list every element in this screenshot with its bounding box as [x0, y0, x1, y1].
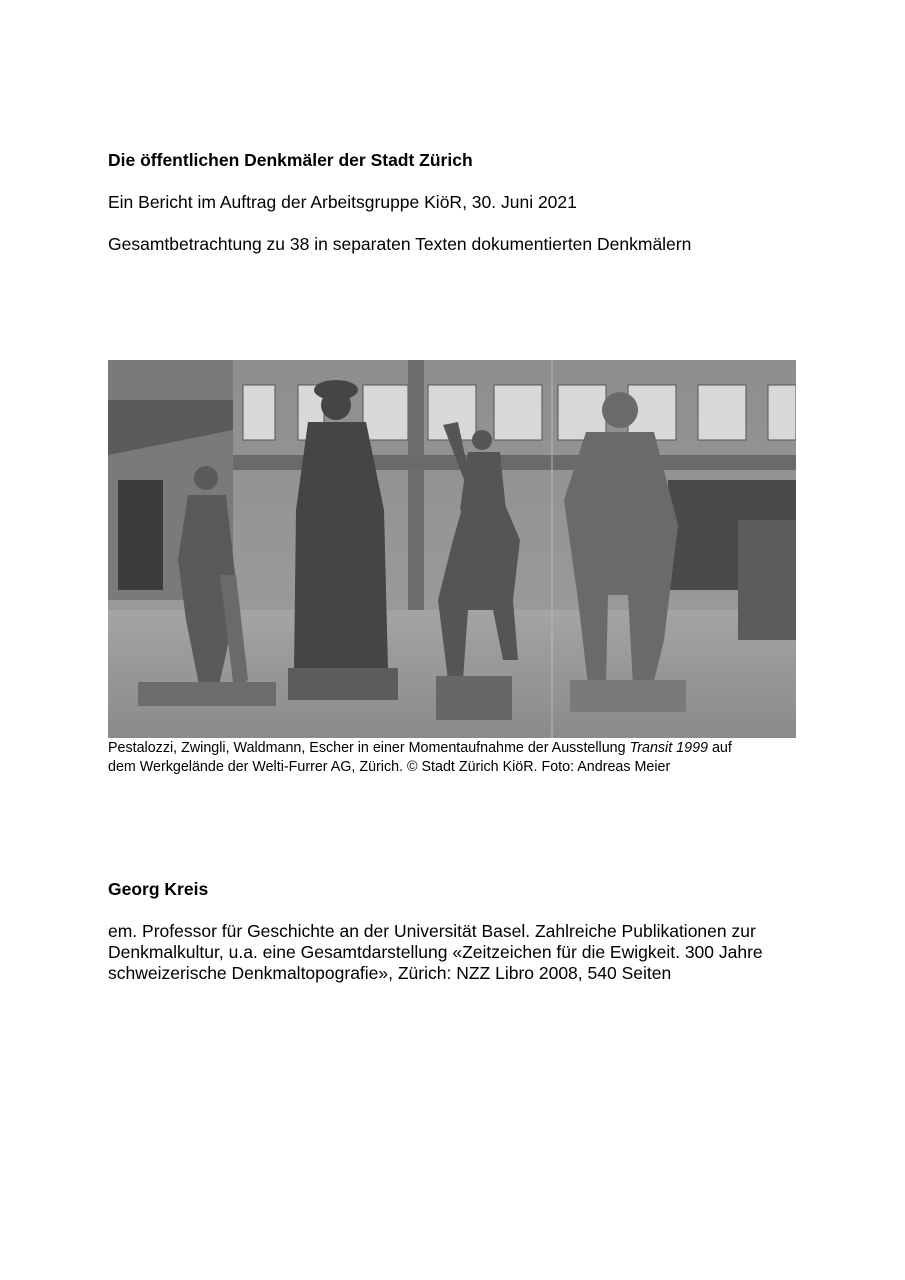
- author-name: Georg Kreis: [108, 879, 209, 899]
- caption-text: Pestalozzi, Zwingli, Waldmann, Escher in einer Momentaufnahme der Ausstellung: [108, 740, 630, 756]
- caption-credit: dem Werkgelände der Welti-Furrer AG, Zürich. © Stadt Zürich KiöR. Foto: Andreas Meier: [108, 759, 671, 775]
- document-subtitle: Ein Bericht im Auftrag der Arbeitsgruppe KiöR, 30. Juni 2021: [108, 192, 577, 212]
- bio-line: em. Professor für Geschichte an der Universität Basel. Zahlreiche Publikationen zur: [108, 921, 756, 941]
- statues-photo: [108, 360, 796, 738]
- caption-exhibition-title: Transit 1999: [629, 740, 708, 756]
- bio-line: schweizerische Denkmaltopografie», Zürich: NZZ Libro 2008, 540 Seiten: [108, 963, 672, 983]
- photo-caption: [108, 739, 798, 777]
- document-description: Gesamtbetrachtung zu 38 in separaten Texten dokumentierten Denkmälern: [108, 234, 692, 254]
- author-bio: [108, 921, 808, 984]
- document-title: Die öffentlichen Denkmäler der Stadt Zürich: [108, 150, 473, 170]
- bio-line: Denkmalkultur, u.a. eine Gesamtdarstellung «Zeitzeichen für die Ewigkeit. 300 Jahre: [108, 942, 763, 962]
- caption-text-end: auf: [707, 740, 732, 756]
